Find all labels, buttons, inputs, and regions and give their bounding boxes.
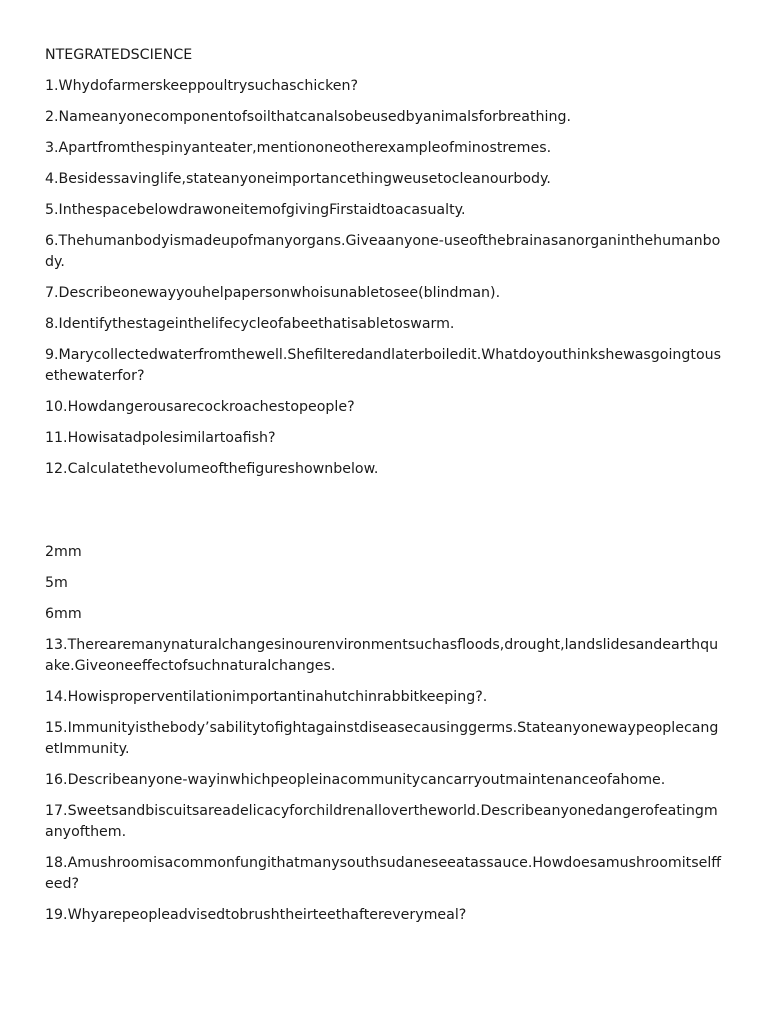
figure-label-width: 6mm — [45, 606, 82, 622]
question-14: 14.Howisproperventilationimportantinahutchinrabbitkeeping?. — [45, 689, 488, 705]
question-13: 13.Therearemanynaturalchangesinourenvironmentsuchasfloods,drought,landslidesandearthquake.Giveoneeffectofsuchnaturalchanges. — [45, 637, 719, 674]
question-list-part2 — [45, 635, 725, 926]
question-18: 18.Amushroomisacommonfungithatmanysouthsudaneseeatassauce.Howdoesamushroomitselffeed? — [45, 855, 722, 892]
question-5: 5.InthespacebelowdrawoneitemofgivingFirstaidtoacasualty. — [45, 202, 466, 218]
figure-labels — [45, 542, 725, 625]
question-11: 11.Howisatadpolesimilartoafish? — [45, 430, 276, 446]
question-16: 16.Describeanyone-wayinwhichpeopleinacommunitycancarryoutmaintenanceofahome. — [45, 772, 666, 788]
figure-space — [45, 490, 725, 542]
question-9: 9.Marycollectedwaterfromthewell.Shefilteredandlaterboiledit.Whatdoyouthinkshewasgoingtousethewaterfor? — [45, 347, 722, 384]
question-6: 6.Thehumanbodyismadeupofmanyorgans.Giveaanyone-useofthebrainasanorganinthehumanbody. — [45, 233, 721, 270]
question-list-part1 — [45, 76, 725, 480]
question-2: 2.Nameanyonecomponentofsoilthatcanalsobeusedbyanimalsforbreathing. — [45, 109, 571, 125]
question-4: 4.Besidessavinglife,stateanyoneimportancethingweusetocleanourbody. — [45, 171, 551, 187]
question-12: 12.Calculatethevolumeofthefigureshownbelow. — [45, 461, 379, 477]
question-7: 7.Describeonewayyouhelpapersonwhoisunabletosee(blindman). — [45, 285, 501, 301]
question-19: 19.Whyarepeopleadvisedtobrushtheirteethaftereverymeal? — [45, 907, 467, 923]
exam-page — [45, 45, 725, 936]
figure-label-length: 5m — [45, 575, 68, 591]
question-8: 8.Identifythestageinthelifecycleofabeethatisabletoswarm. — [45, 316, 455, 332]
question-3: 3.Apartfromthespinyanteater,mentiononeotherexampleofminostremes. — [45, 140, 552, 156]
question-1: 1.Whydofarmerskeeppoultrysuchaschicken? — [45, 78, 359, 94]
figure-label-height: 2mm — [45, 544, 82, 560]
question-10: 10.Howdangerousarecockroachestopeople? — [45, 399, 355, 415]
question-17: 17.Sweetsandbiscuitsareadelicacyforchildrenallovertheworld.Describeanyonedangerofeatingmanyofthem. — [45, 803, 718, 840]
document-title: NTEGRATEDSCIENCE — [45, 47, 193, 63]
question-15: 15.Immunityisthebody’sabilitytofightagainstdiseasecausinggerms.StateanyonewaypeoplecangetImmunity. — [45, 720, 719, 757]
